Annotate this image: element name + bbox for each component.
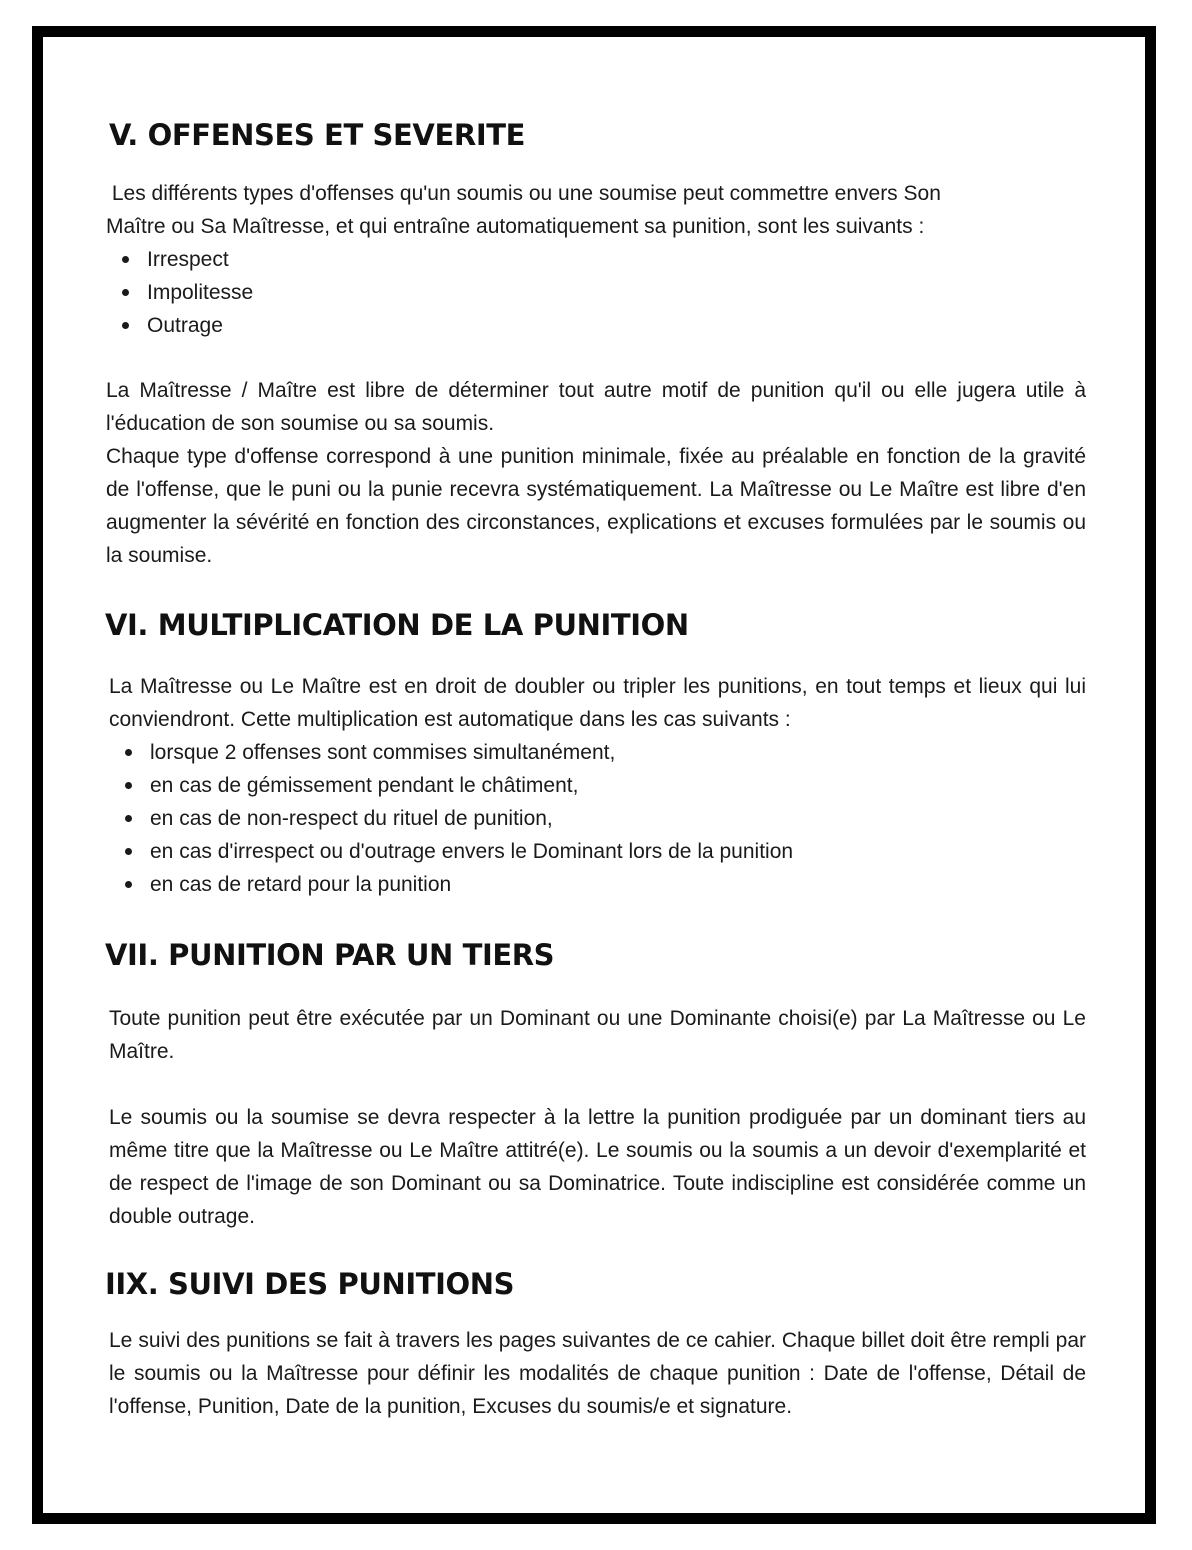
section-offenses-body [106, 374, 1086, 572]
paragraph-third-party-executor: Toute punition peut être exécutée par un Dominant ou une Dominante choisi(e) par La Maîtresse ou Le Maître. [109, 1007, 1086, 1063]
section-title-multiplication: VI. MULTIPLICATION DE LA PUNITION [105, 608, 689, 642]
list-item: Impolitesse [147, 276, 1145, 309]
list-item: Outrage [147, 309, 1145, 342]
list-item: en cas de retard pour la punition [150, 868, 1145, 901]
section-title-third-party: VII. PUNITION PAR UN TIERS [105, 938, 555, 972]
paragraph-multiplication: La Maîtresse ou Le Maître est en droit de doubler ou tripler les punitions, en tout temps et lieux qui lui conviendront. Cette multiplication est automatique dans les cas suivants : [109, 675, 1086, 731]
paragraph-follow-up: Le suivi des punitions se fait à travers les pages suivantes de ce cahier. Chaque billet doit être rempli par le soumis ou la Maîtresse pour définir les modalités de chaque punition : Date de l'offense, Détail de l'offense, Punition, Date de la punition, Excuses du soumis/e et signature. [109, 1329, 1086, 1418]
offense-list [147, 243, 1145, 342]
page-frame [32, 26, 1156, 1524]
list-item: en cas d'irrespect ou d'outrage envers le Dominant lors de la punition [150, 835, 1145, 868]
paragraph-minimum-punishment: Chaque type d'offense correspond à une punition minimale, fixée au préalable en fonction de la gravité de l'offense, que le puni ou la punie recevra systématiquement. La Maîtresse ou Le Maître est libre d'en augmenter la sévérité en fonction des circonstances, explications et excuses formulées par le soumis ou la soumise. [106, 445, 1086, 567]
section-title-follow-up: IIX. SUIVI DES PUNITIONS [105, 1267, 515, 1301]
list-item: en cas de non-respect du rituel de punition, [150, 802, 1145, 835]
multiplication-list [150, 736, 1145, 901]
intro-line-2: Maître ou Sa Maîtresse, et qui entraîne automatiquement sa punition, sont les suivants : [106, 215, 925, 238]
paragraph-other-motives: La Maîtresse / Maître est libre de déterminer tout autre motif de punition qu'il ou elle jugera utile à l'éducation de son soumise ou sa soumis. [106, 379, 1086, 435]
intro-line-1: Les différents types d'offenses qu'un soumis ou une soumise peut commettre envers Son [106, 182, 941, 205]
paragraph-third-party-respect: Le soumis ou la soumise se devra respecter à la lettre la punition prodiguée par un dominant tiers au même titre que la Maîtresse ou Le Maître attitré(e). Le soumis ou la soumis a un devoir d'exemplarité et de respect de l'image de son Dominant ou sa Dominatrice. Toute indiscipline est considérée comme un double outrage. [109, 1106, 1086, 1228]
section-offenses-intro [106, 177, 1086, 243]
section-third-party-body [109, 1002, 1086, 1233]
section-multiplication-intro [109, 670, 1086, 736]
section-follow-up-body [109, 1324, 1086, 1423]
list-item: Irrespect [147, 243, 1145, 276]
list-item: en cas de gémissement pendant le châtiment, [150, 769, 1145, 802]
section-title-offenses: V. OFFENSES ET SEVERITE [109, 118, 526, 152]
list-item: lorsque 2 offenses sont commises simultanément, [150, 736, 1145, 769]
